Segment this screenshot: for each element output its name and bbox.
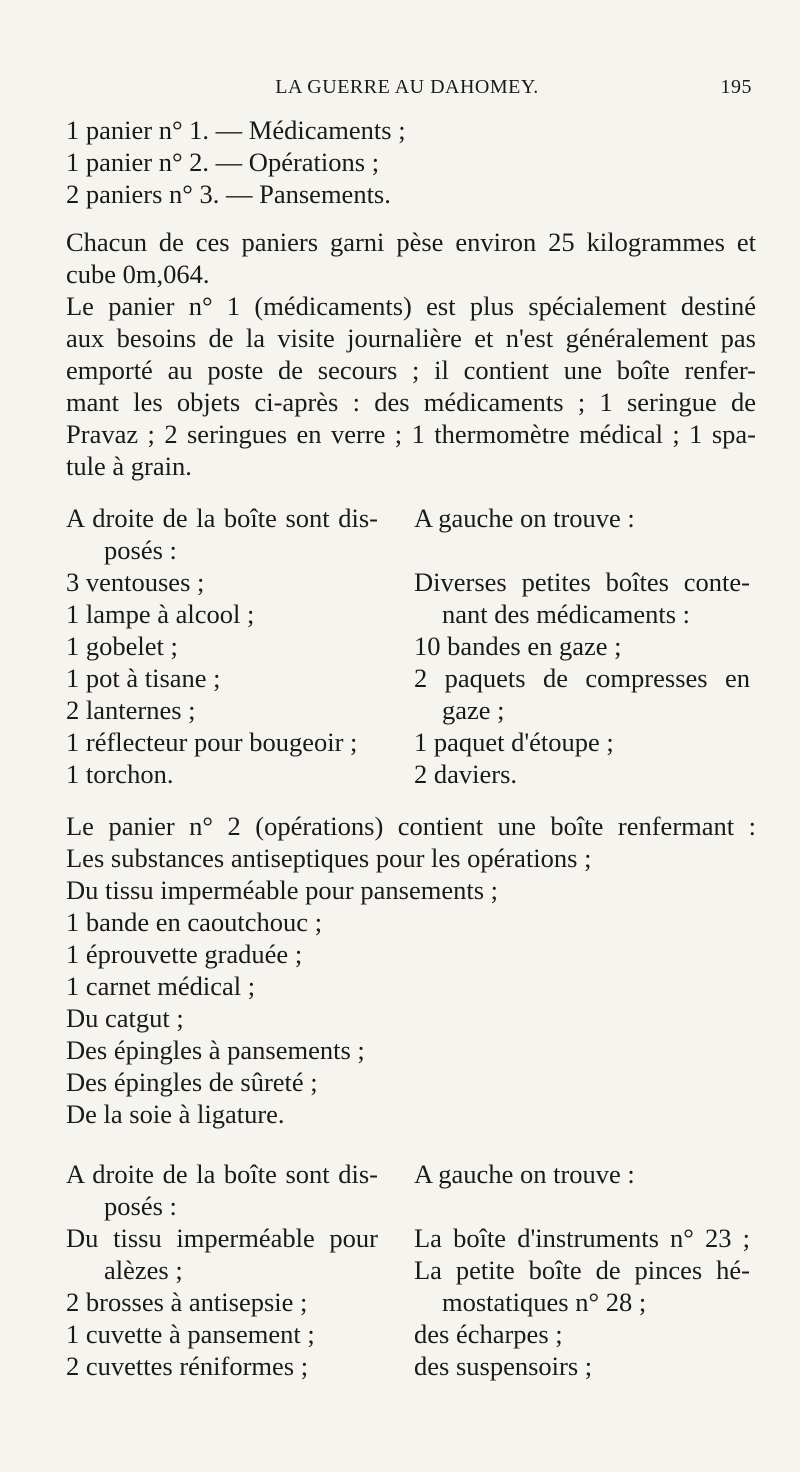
text-line: 2 paniers n° 3. — Pansements. <box>66 179 391 209</box>
text-line: 2 lanternes ; <box>66 695 196 725</box>
text-line: Le panier n° 1 (médicaments) est plus spécialement destiné <box>66 291 756 321</box>
text-line: A droite de la boîte sont dis- <box>66 1159 378 1189</box>
text-line: posés : <box>104 535 177 565</box>
text-line: La petite boîte de pinces hé- <box>414 1255 750 1285</box>
text-line: 2 brosses à antisepsie ; <box>66 1287 308 1317</box>
text-line: 1 pot à tisane ; <box>66 663 221 693</box>
text-line: Des épingles à pansements ; <box>66 1035 365 1065</box>
text-line: aux besoins de la visite journalière et n'est généralement pas <box>66 323 756 353</box>
text-line: Chacun de ces paniers garni pèse environ 25 kilogrammes et <box>66 227 756 257</box>
text-line: 1 carnet médical ; <box>66 971 256 1001</box>
text-line: 1 éprouvette graduée ; <box>66 939 303 969</box>
text-line: Le panier n° 2 (opérations) contient une boîte renfermant : <box>66 811 756 841</box>
text-line: alèzes ; <box>104 1255 183 1285</box>
text-line: 3 ventouses ; <box>66 567 205 597</box>
running-header <box>62 76 752 106</box>
text-line: Diverses petites boîtes conte- <box>414 567 750 597</box>
text-line: 2 daviers. <box>414 759 518 789</box>
running-title: LA GUERRE AU DAHOMEY. <box>275 76 539 98</box>
text-line: mant les objets ci-après : des médicaments ; 1 seringue de <box>66 387 756 417</box>
text-line: Du tissu imperméable pour pansements ; <box>66 875 499 905</box>
text-line: De la soie à ligature. <box>66 1099 285 1129</box>
text-line: La boîte d'instruments n° 23 ; <box>414 1223 750 1253</box>
text-line: 10 bandes en gaze ; <box>414 631 622 661</box>
text-line: 2 paquets de compresses en <box>414 663 750 693</box>
text-line: 1 lampe à alcool ; <box>66 599 255 629</box>
text-line: 1 torchon. <box>66 759 174 789</box>
text-line: 1 réflecteur pour bougeoir ; <box>66 727 358 757</box>
text-line: des écharpes ; <box>414 1319 563 1349</box>
text-line: cube 0m,064. <box>66 259 210 289</box>
text-line: Les substances antiseptiques pour les opérations ; <box>66 843 592 873</box>
text-line: 1 panier n° 1. — Médicaments ; <box>66 115 406 145</box>
text-line: 2 cuvettes réniformes ; <box>66 1351 309 1381</box>
text-line: A gauche on trouve : <box>414 1159 635 1189</box>
text-line: tule à grain. <box>66 451 192 481</box>
text-line: 1 bande en caoutchouc ; <box>66 907 323 937</box>
text-line: mostatiques n° 28 ; <box>442 1287 647 1317</box>
text-line: Pravaz ; 2 seringues en verre ; 1 thermomètre médical ; 1 spa- <box>66 419 756 449</box>
text-line: A gauche on trouve : <box>414 503 635 533</box>
text-line: posés : <box>104 1191 177 1221</box>
text-line: nant des médicaments : <box>442 599 690 629</box>
text-line: 1 gobelet ; <box>66 631 178 661</box>
text-line: 1 paquet d'étoupe ; <box>414 727 614 757</box>
text-line: des suspensoirs ; <box>414 1351 593 1381</box>
text-line: Du catgut ; <box>66 1003 184 1033</box>
text-line: 1 panier n° 2. — Opérations ; <box>66 147 380 177</box>
text-line: gaze ; <box>442 695 505 725</box>
text-line: 1 cuvette à pansement ; <box>66 1319 315 1349</box>
page-number: 195 <box>720 76 752 98</box>
text-line: Des épingles de sûreté ; <box>66 1067 318 1097</box>
text-line: emporté au poste de secours ; il contient une boîte renfer- <box>66 355 756 385</box>
text-line: Du tissu imperméable pour <box>66 1223 378 1253</box>
text-line: A droite de la boîte sont dis- <box>66 503 378 533</box>
